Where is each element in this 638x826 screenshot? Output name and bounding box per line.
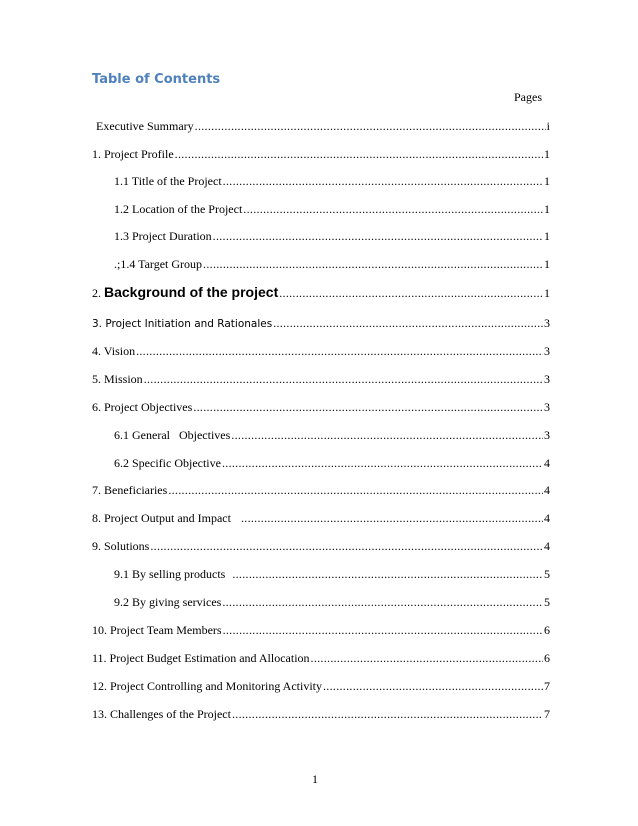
toc-leader-dots [223, 621, 543, 639]
toc-entry-heading: Background of the project [104, 284, 279, 300]
toc-entry-page: 7 [544, 707, 550, 721]
toc-entry-label: 3. Project Initiation and Rationales [92, 318, 273, 330]
toc-title: Table of Contents [92, 72, 221, 87]
toc-entry-label: 6. Project Objectives [92, 400, 193, 414]
toc-entry-label [92, 283, 278, 302]
toc-leader-dots [311, 649, 543, 667]
toc-entry-label: 9.2 By giving services [114, 595, 222, 609]
toc-entry-page: 1 [544, 286, 550, 300]
toc-leader-dots [232, 705, 543, 723]
toc-entry-label: 11. Project Budget Estimation and Allocation [92, 651, 310, 665]
toc-entry-label: 4. Vision [92, 344, 136, 358]
toc-entry-page: 3 [544, 344, 550, 358]
pages-column-header: Pages [514, 90, 542, 104]
toc-entry-background[interactable] [92, 283, 550, 301]
toc-entry-controlling-monitoring[interactable] [92, 677, 550, 695]
toc-entry-target-group[interactable] [114, 255, 550, 273]
toc-leader-dots [222, 454, 543, 472]
toc-entry-label: 9.1 By selling products [114, 567, 232, 581]
toc-leader-dots [241, 509, 543, 527]
toc-entry-vision[interactable] [92, 342, 550, 360]
toc-entry-location-of-project[interactable] [114, 200, 550, 218]
toc-leader-dots [136, 342, 543, 360]
toc-entry-executive-summary[interactable] [96, 117, 550, 135]
toc-entry-specific-objective[interactable] [114, 454, 550, 472]
toc-entry-project-objectives[interactable] [92, 398, 550, 416]
toc-leader-dots [195, 117, 546, 135]
toc-entry-label: 5. Mission [92, 372, 143, 386]
toc-entry-label: 6.2 Specific Objective [114, 456, 221, 470]
toc-entry-number: 2. [92, 286, 104, 300]
toc-entry-selling-products[interactable] [114, 565, 550, 583]
toc-entry-initiation-rationales[interactable] [92, 314, 550, 332]
toc-entry-title-of-project[interactable] [114, 172, 550, 190]
toc-entry-label: .;1.4 Target Group [114, 257, 203, 271]
toc-entry-label: 1. Project Profile [92, 147, 174, 161]
toc-entry-page: 1 [544, 257, 550, 271]
toc-leader-dots [203, 255, 543, 273]
toc-entry-page: 7 [544, 679, 550, 693]
toc-entry-page: 1 [544, 202, 550, 216]
toc-entry-page: 1 [544, 229, 550, 243]
toc-leader-dots [231, 426, 543, 444]
toc-entry-label: 7. Beneficiaries [92, 483, 168, 497]
toc-entry-page: 4 [544, 539, 550, 553]
toc-leader-dots [150, 537, 543, 555]
toc-entry-page: 4 [544, 456, 550, 470]
toc-leader-dots [175, 145, 543, 163]
toc-entry-page: 1 [544, 174, 550, 188]
toc-entry-label: Executive Summary [96, 119, 194, 133]
toc-leader-dots [168, 481, 543, 499]
toc-entry-beneficiaries[interactable] [92, 481, 550, 499]
toc-entry-page: 6 [544, 623, 550, 637]
toc-leader-dots [279, 284, 543, 302]
toc-leader-dots [323, 677, 543, 695]
toc-entry-label: 1.2 Location of the Project [114, 202, 243, 216]
toc-entry-page: i [546, 119, 550, 133]
toc-entry-giving-services[interactable] [114, 593, 550, 611]
toc-entry-page: 3 [544, 400, 550, 414]
toc-entry-mission[interactable] [92, 370, 550, 388]
toc-entry-page: 1 [544, 147, 550, 161]
toc-entry-solutions[interactable] [92, 537, 550, 555]
toc-leader-dots [222, 593, 543, 611]
toc-leader-dots [193, 398, 543, 416]
toc-leader-dots [232, 565, 543, 583]
toc-entry-page: 6 [544, 651, 550, 665]
toc-entry-label: 9. Solutions [92, 539, 150, 553]
toc-entry-label: 8. Project Output and Impact [92, 511, 240, 525]
toc-entry-page: 3 [544, 428, 550, 442]
toc-leader-dots [243, 200, 543, 218]
toc-entry-page: 3 [544, 316, 550, 330]
toc-entry-label: 1.1 Title of the Project [114, 174, 222, 188]
toc-entry-label: 6.1 General Objectives [114, 428, 231, 442]
toc-entry-label: 1.3 Project Duration [114, 229, 212, 243]
toc-entry-budget-estimation[interactable] [92, 649, 550, 667]
toc-leader-dots [213, 227, 543, 245]
toc-leader-dots [273, 314, 543, 332]
toc-entry-page: 5 [544, 567, 550, 581]
toc-entry-page: 4 [544, 483, 550, 497]
toc-entry-team-members[interactable] [92, 621, 550, 639]
toc-entry-page: 5 [544, 595, 550, 609]
toc-entry-label: 10. Project Team Members [92, 623, 222, 637]
toc-entry-page: 3 [544, 372, 550, 386]
toc-leader-dots [144, 370, 543, 388]
toc-leader-dots [223, 172, 543, 190]
toc-entry-output-impact[interactable] [92, 509, 550, 527]
toc-entry-challenges[interactable] [92, 705, 550, 723]
footer-page-number: 1 [312, 772, 318, 786]
toc-entry-page: 4 [544, 511, 550, 525]
toc-entry-general-objectives[interactable] [114, 426, 550, 444]
toc-entry-label: 12. Project Controlling and Monitoring Activity [92, 679, 322, 693]
toc-entry-label: 13. Challenges of the Project [92, 707, 231, 721]
toc-entry-project-profile[interactable] [92, 145, 550, 163]
toc-entry-project-duration[interactable] [114, 227, 550, 245]
